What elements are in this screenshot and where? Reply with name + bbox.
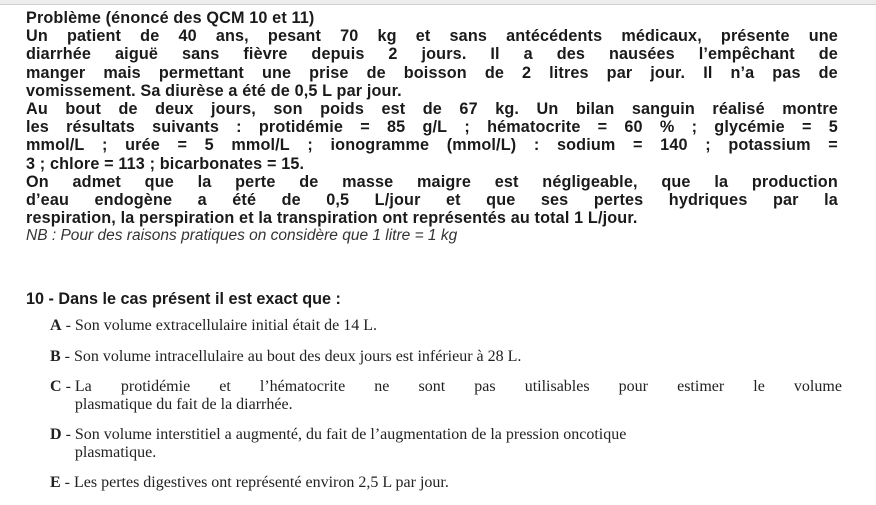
option-text: Son volume interstitiel a augmenté, du fait de l’augmentation de la pression oncotique (74, 426, 627, 443)
option-letter: A (50, 317, 62, 334)
option-text: Les pertes digestives ont représenté environ 2,5 L par jour. (74, 474, 449, 491)
option-a (50, 317, 842, 335)
text-line: d’eau endogène a été de 0,5 L/jour et que ses pertes hydriques par la (26, 191, 838, 210)
note: NB : Pour des raisons pratiques on considère que 1 litre = 1 kg (26, 227, 458, 245)
option-dash: - (61, 426, 75, 443)
top-window-strip (0, 0, 876, 5)
option-letter: C (50, 378, 62, 395)
answer-options (50, 317, 842, 505)
text-line: vomissement. Sa diurèse a été de 0,5 L par jour. (26, 81, 402, 100)
option-dash: - (61, 378, 75, 395)
option-dash: - (60, 347, 74, 365)
option-text: Son volume extracellulaire initial était de 14 L. (74, 317, 378, 334)
option-e (50, 474, 842, 492)
text-line: manger mais permettant une prise de boisson de 2 litres par jour. Il n’a pas de (26, 63, 838, 82)
option-text-continued: plasmatique. (74, 443, 157, 461)
option-b (50, 348, 842, 366)
option-dash: - (60, 474, 74, 491)
problem-statement (26, 9, 840, 245)
problem-title: Problème (énoncé des QCM 10 et 11) (26, 9, 315, 27)
option-letter: B (50, 347, 61, 365)
option-text-continued: plasmatique du fait de la diarrhée. (74, 395, 293, 413)
question-title: 10 - Dans le cas présent il est exact que : (26, 290, 341, 308)
option-text: Son volume intracellulaire au bout des deux jours est inférieur à 28 L. (74, 347, 522, 365)
text-line: Au bout de deux jours, son poids est de 67 kg. Un bilan sanguin réalisé montre (26, 100, 838, 119)
paragraph-patient (26, 27, 840, 100)
text-line: respiration, la perspiration et la transpiration ont représentés au total 1 L/jour. (26, 209, 638, 228)
text-line: Un patient de 40 ans, pesant 70 kg et sans antécédents médicaux, présente une (26, 27, 838, 46)
paragraph-lab-results (26, 100, 840, 173)
text-line: On admet que la perte de masse maigre est négligeable, que la production (26, 172, 838, 191)
option-letter: E (50, 474, 61, 491)
option-text: La protidémie et l’hématocrite ne sont pas utilisables pour estimer le volume (74, 378, 842, 395)
paragraph-assumptions (26, 173, 840, 228)
option-dash: - (61, 317, 75, 334)
text-line: mmol/L ; urée = 5 mmol/L ; ionogramme (mmol/L) : sodium = 140 ; potassium = (26, 136, 838, 155)
option-d (50, 426, 842, 461)
text-line: diarrhée aiguë sans fièvre depuis 2 jours. Il a des nausées l’empêchant de (26, 45, 838, 64)
option-c (50, 378, 842, 413)
text-line: 3 ; chlore = 113 ; bicarbonates = 15. (26, 154, 305, 173)
option-letter: D (50, 426, 62, 443)
text-line: les résultats suivants : protidémie = 85 g/L ; hématocrite = 60 % ; glycémie = 5 (26, 118, 838, 137)
